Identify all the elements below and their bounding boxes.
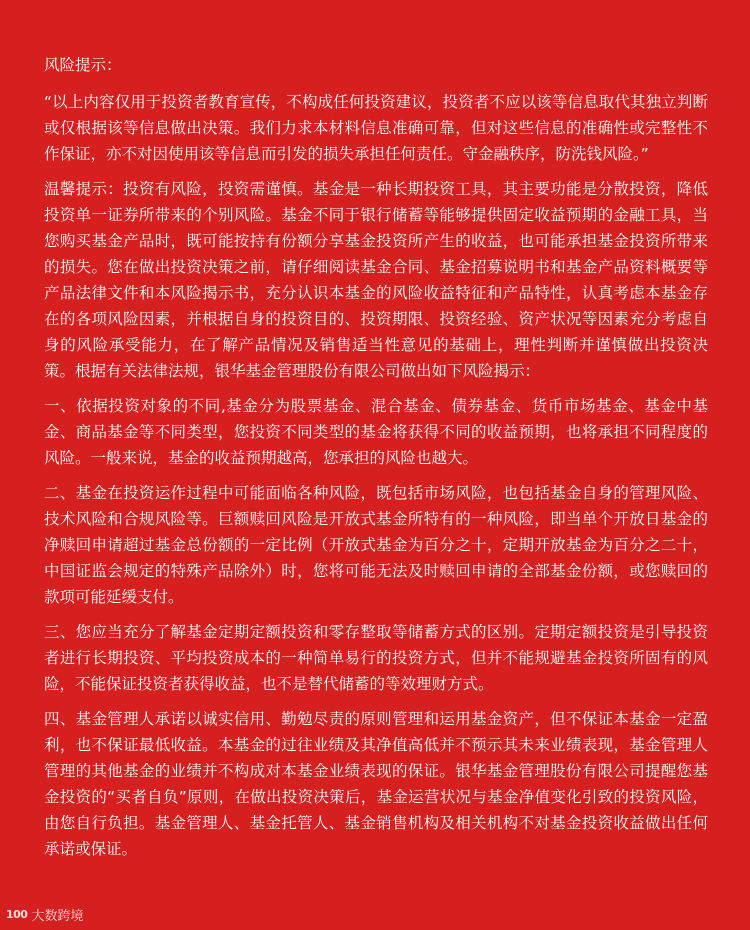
warm-reminder-paragraph: 温馨提示：投资有风险，投资需谨慎。基金是一种长期投资工具，其主要功能是分散投资，降低投资单一证券所带来的个别风险。基金不同于银行储蓄等能够提供固定收益预期的金融工具，当您购买基金产品时，既可能按持有份额分享基金投资所产生的收益，也可能承担基金投资所带来的损失。您在做出投资决策之前，请仔细阅读基金合同、基金招募说明书和基金产品资料概要等产品法律文件和本风险揭示书，充分认识本基金的风险收益特征和产品特性，认真考虑本基金存在的各项风险因素，并根据自身的投资目的、投资期限、投资经验、资产状况等因素充分考虑自身的风险承受能力，在了解产品情况及销售适当性意见的基础上，理性判断并谨慎做出投资决策。根据有关法律法规，银华基金管理股份有限公司做出如下风险揭示： bbox=[44, 180, 708, 380]
risk-item-3: 三、您应当充分了解基金定期定额投资和零存整取等储蓄方式的区别。定期定额投资是引导投资者进行长期投资、平均投资成本的一种简单易行的投资方式，但并不能规避基金投资所固有的风险，不能保证投资者获得收益，也不是替代储蓄的等效理财方式。 bbox=[44, 623, 708, 693]
watermark-text: 大数跨境 bbox=[31, 909, 84, 924]
risk-heading: 风险提示： bbox=[44, 56, 122, 74]
risk-item-2: 二、基金在投资运作过程中可能面临各种风险，既包括市场风险，也包括基金自身的管理风险、技术风险和合规风险等。巨额赎回风险是开放式基金所特有的一种风险，即当单个开放日基金的净赎回申请超过基金总份额的一定比例（开放式基金为百分之十，定期开放基金为百分之二十，中国证监会规定的特殊产品除外）时，您将可能无法及时赎回申请的全部基金份额，或您赎回的款项可能延缓支付。 bbox=[44, 484, 708, 606]
risk-item-4: 四、基金管理人承诺以诚实信用、勤勉尽责的原则管理和运用基金资产，但不保证本基金一定盈利，也不保证最低收益。本基金的过往业绩及其净值高低并不预示其未来业绩表现，基金管理人管理的其他基金的业绩并不构成对本基金业绩表现的保证。银华基金管理股份有限公司提醒您基金投资的“买者自负”原则，在做出投资决策后，基金运营状况与基金净值变化引致的投资风险，由您自行负担。基金管理人、基金托管人、基金销售机构及相关机构不对基金投资收益做出任何承诺或保证。 bbox=[44, 710, 708, 858]
risk-disclosure-document bbox=[44, 52, 708, 871]
watermark-logo-icon: 100 bbox=[6, 908, 28, 921]
risk-item-1: 一、依据投资对象的不同,基金分为股票基金、混合基金、债券基金、货币市场基金、基金中基金、商品基金等不同类型，您投资不同类型的基金将获得不同的收益预期，也将承担不同程度的风险。一般来说，基金的收益预期越高，您承担的风险也越大。 bbox=[44, 397, 708, 467]
watermark bbox=[6, 905, 83, 924]
disclaimer-quote: “以上内容仅用于投资者教育宣传，不构成任何投资建议，投资者不应以该等信息取代其独立判断或仅根据该等信息做出决策。我们力求本材料信息准确可靠，但对这些信息的准确性或完整性不作保证，亦不对因使用该等信息而引发的损失承担任何责任。守金融秩序，防洗钱风险。” bbox=[44, 93, 708, 163]
